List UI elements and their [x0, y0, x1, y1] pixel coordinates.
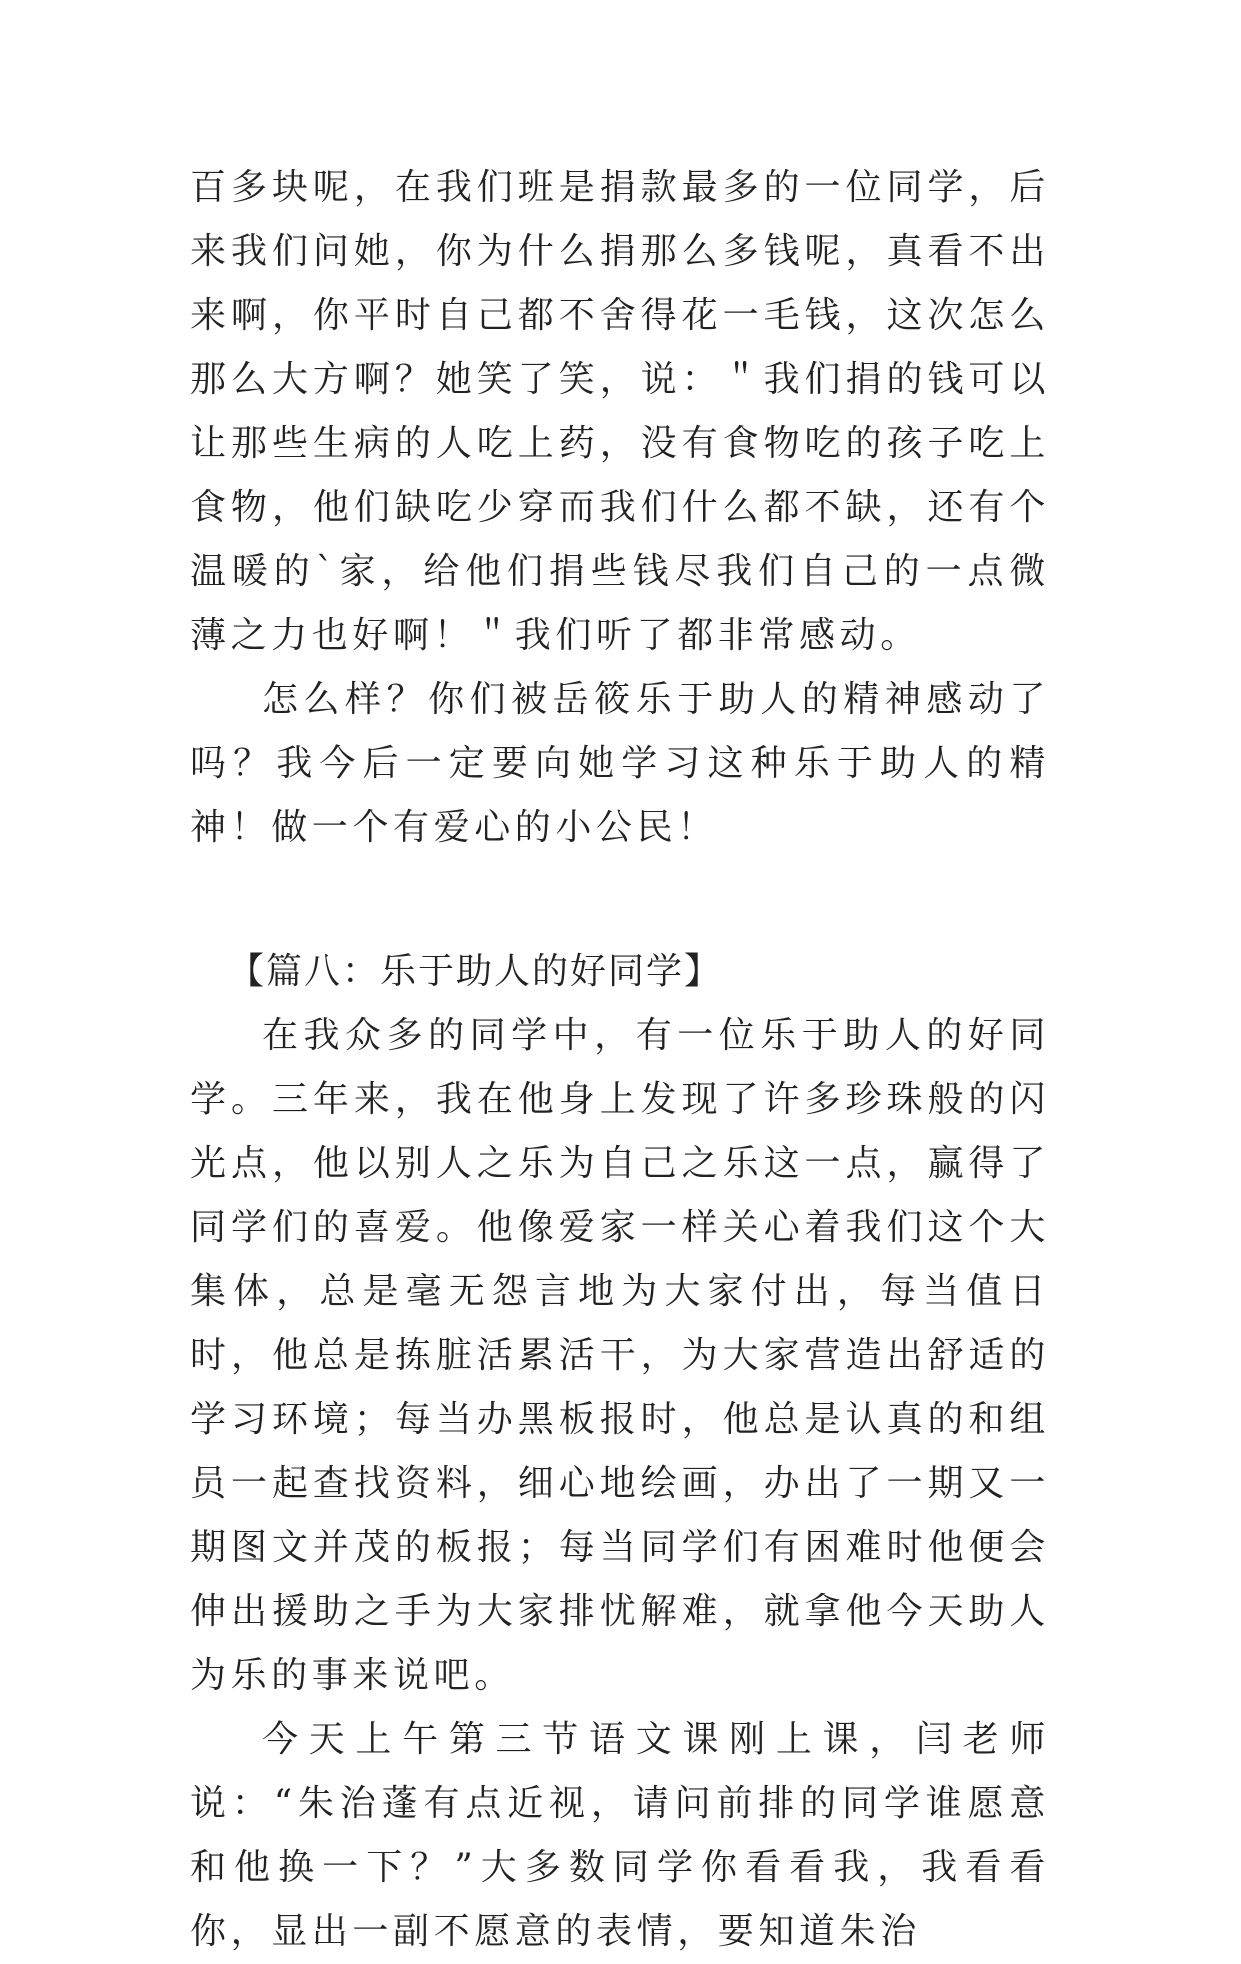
section-heading: 【篇八：乐于助人的好同学】: [228, 951, 723, 992]
continued-paragraph: 百多块呢，在我们班是捐款最多的一位同学，后来我们问她，你为什么捐那么多钱呢，真看不出来啊，你平时自己都不舍得花一毛钱，这次怎么那么大方啊？她笑了笑，说：＂我们捐的钱可以让那些生病的人吃上药，没有食物吃的孩子吃上食物，他们缺吃少穿而我们什么都不缺，还有个温暖的`家，给他们捐些钱尽我们自己的一点微薄之力也好啊！＂我们听了都非常感动。: [190, 167, 1050, 656]
section-spacer: [190, 860, 1050, 940]
story-paragraph: 今天上午第三节语文课刚上课，闫老师说：“朱治蓬有点近视，请问前排的同学谁愿意和他换一下？”大多数同学你看看我，我看看你，显出一副不愿意的表情，要知道朱治: [190, 1719, 1050, 1952]
page-body: [190, 156, 1050, 1964]
intro-paragraph: 在我众多的同学中，有一位乐于助人的好同学。三年来，我在他身上发现了许多珍珠般的闪光点，他以别人之乐为自己之乐这一点，赢得了同学们的喜爱。他像爱家一样关心着我们这个大集体，总是毫无怨言地为大家付出，每当值日时，他总是拣脏活累活干，为大家营造出舒适的学习环境；每当办黑板报时，他总是认真的和组员一起查找资料，细心地绘画，办出了一期又一期图文并茂的板报；每当同学们有困难时他便会伸出援助之手为大家排忧解难，就拿他今天助人为乐的事来说吧。: [190, 1015, 1050, 1696]
conclusion-paragraph: 怎么样？你们被岳筱乐于助人的精神感动了吗？我今后一定要向她学习这种乐于助人的精神！做一个有爱心的小公民！: [190, 679, 1050, 848]
